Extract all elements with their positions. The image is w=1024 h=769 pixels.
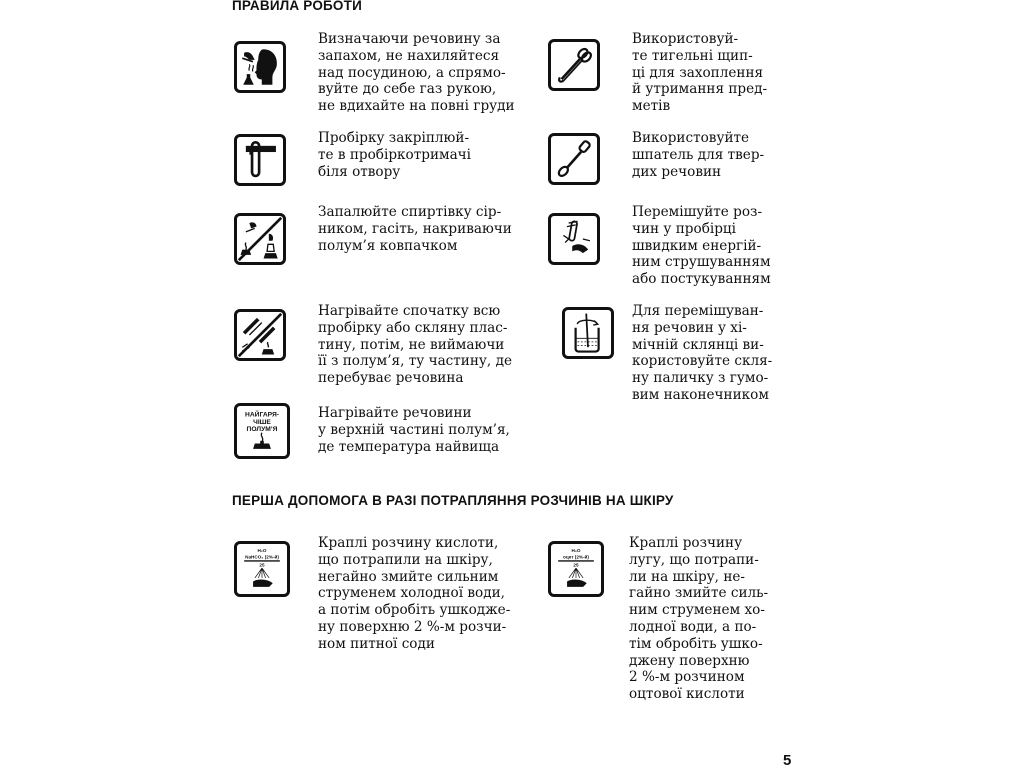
first-aid-text: Краплі розчину кислоти, що потрапили на шкіру, негайно змийте сильним струменем холодної води, а потім обробіть ушкодже- ну поверхню 2 %-м розчи- ном питної соди xyxy=(318,535,511,652)
rule-text: Використовуй- те тигельні щип- ці для захоплення й утримання пред- метів xyxy=(632,31,768,115)
icon-label: ПОЛУМ’Я xyxy=(246,426,278,433)
rule-text: Запалюйте спиртівку сір- ником, гасіть, накриваючи полум’я ковпачком xyxy=(318,204,512,254)
icon-label: оцет (2%-й) xyxy=(563,554,589,560)
alkali-wash-icon xyxy=(548,541,604,597)
crucible-tongs-icon xyxy=(548,39,600,91)
heat-tube-icon xyxy=(234,309,286,361)
rule-text: Пробірку закріплюй- те в пробіркотримачі біля отвору xyxy=(318,130,472,180)
rules-heading: ПРАВИЛА РОБОТИ xyxy=(232,0,362,13)
icon-label: NaHCO₃ (2%-й) xyxy=(245,554,279,560)
acid-wash-icon xyxy=(234,541,290,597)
smell-by-hand-icon xyxy=(234,41,286,93)
icon-label: НАЙГАРЯ- xyxy=(245,411,279,419)
icon-label: ЧІШЕ xyxy=(253,418,271,426)
stir-rod-icon xyxy=(562,307,614,359)
rule-text: Використовуйте шпатель для твер- дих речовин xyxy=(632,130,765,180)
rule-text: Нагрівайте спочатку всю пробірку або скляну плас- тину, потім, не виймаючи її з полум’я, ту частину, де перебуває речовина xyxy=(318,303,512,387)
shake-tube-icon xyxy=(548,213,600,265)
icon-label: H₂O xyxy=(571,548,581,554)
icon-label: H₂O xyxy=(257,548,267,554)
spatula-icon xyxy=(548,133,600,185)
rule-text: Нагрівайте речовини у верхній частині полум’я, де температура найвища xyxy=(318,405,510,455)
icon-label: 25 xyxy=(259,562,265,568)
first-aid-text: Краплі розчину лугу, що потрапи- ли на шкіру, не- гайно змийте силь- ним струменем хо- лодної води, а по- тім обробіть ушко- джену поверхню 2 %-м розчином оцтової кислоти xyxy=(629,535,769,703)
rule-text: Визначаючи речовину за запахом, не нахиляйтеся над посудиною, а спрямо- вуйте до себе газ рукою, не вдихайте на повні груди xyxy=(318,31,515,115)
page-number: 5 xyxy=(783,752,792,769)
spirit-lamp-icon xyxy=(234,213,286,265)
test-tube-holder-icon xyxy=(234,134,286,186)
hottest-flame-icon xyxy=(234,403,290,459)
first-aid-heading: ПЕРША ДОПОМОГА В РАЗІ ПОТРАПЛЯННЯ РОЗЧИНІВ НА ШКІРУ xyxy=(232,493,674,508)
rule-text: Для перемішуван- ня речовин у хі- мічній склянці ви- користовуйте скля- ну паличку з гумо- вим наконечником xyxy=(632,303,773,403)
icon-label: 25 xyxy=(573,562,579,568)
rule-text: Перемішуйте роз- чин у пробірці швидким енергій- ним струшуванням або постукуванням xyxy=(632,204,771,288)
